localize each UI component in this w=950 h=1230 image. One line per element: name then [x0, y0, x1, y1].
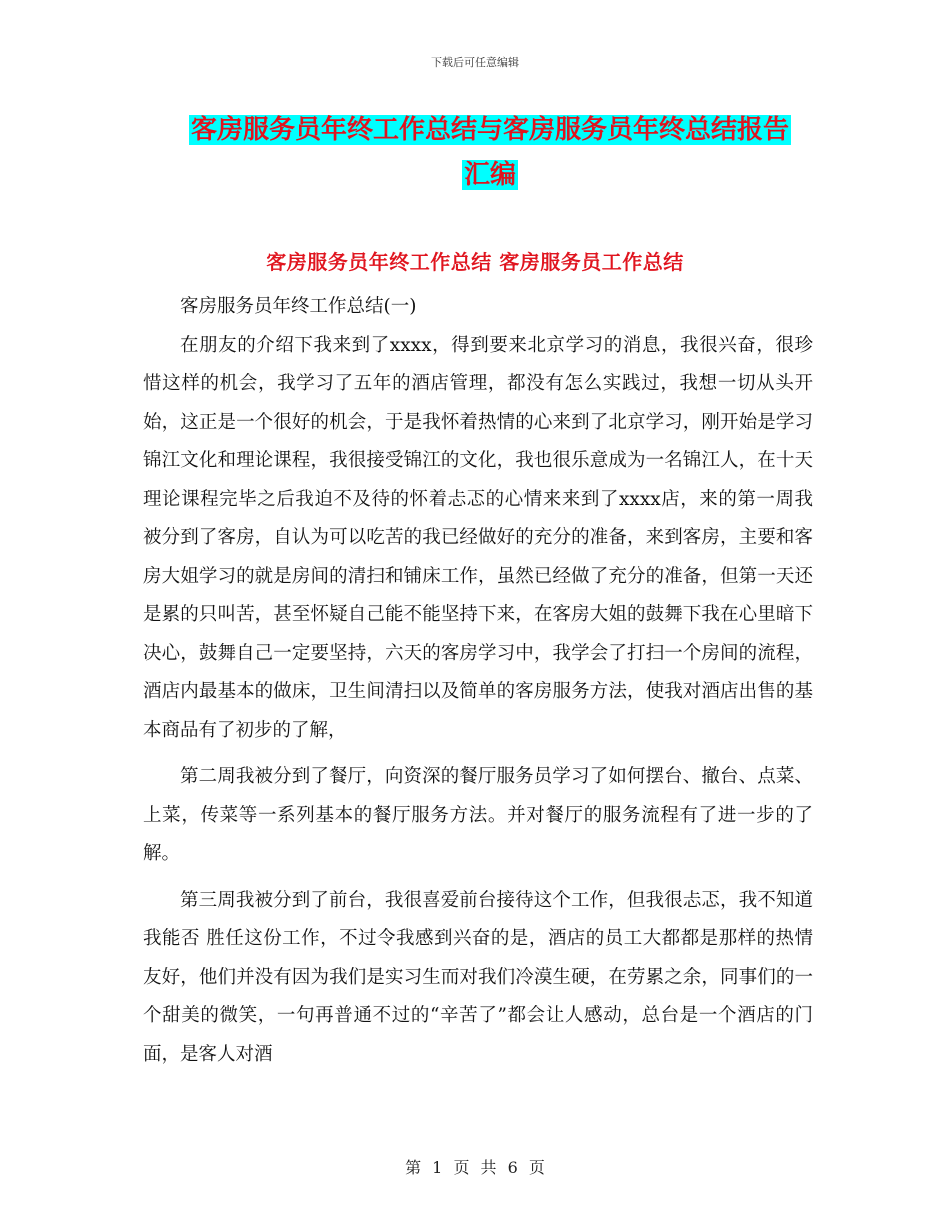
page-header-note: 下载后可任意编辑: [431, 56, 519, 69]
body-paragraph: 第三周我被分到了前台，我很喜爱前台接待这个工作，但我很忐忑，我不知道我能否 胜任这份工作，不过令我感到兴奋的是，酒店的员工大都都是那样的热情友好，他们并没有因为我们是实习生而对我们冷漠生硬，在劳累之余，同事们的一个甜美的微笑，一句再普通不过的“辛苦了”都会让人感动，总台是一个酒店的门面，是客人对酒: [143, 889, 813, 1065]
page-footer: 第 1 页 共 6 页: [405, 1158, 545, 1177]
main-title-line2: 汇编: [463, 160, 516, 190]
body-paragraph: 第二周我被分到了餐厅，向资深的餐厅服务员学习了如何摆台、撤台、点菜、上菜，传菜等一系列基本的餐厅服务方法。并对餐厅的服务流程有了进一步的了解。: [143, 766, 813, 864]
document-main-title: [140, 108, 840, 198]
document-subtitle: 客房服务员年终工作总结 客房服务员工作总结: [266, 250, 684, 274]
section-heading: 客房服务员年终工作总结(一): [180, 296, 417, 317]
main-title-line1: 客房服务员年终工作总结与客房服务员年终总结报告: [190, 115, 789, 145]
document-body: [143, 288, 813, 1074]
body-paragraph: 在朋友的介绍下我来到了xxxx，得到要来北京学习的消息，我很兴奋，很珍惜这样的机会，我学习了五年的酒店管理，都没有怎么实践过，我想一切从头开始，这正是一个很好的机会，于是我怀着热情的心来到了北京学习，刚开始是学习锦江文化和理论课程，我很接受锦江的文化，我也很乐意成为一名锦江人，在十天理论课程完毕之后我迫不及待的怀着忐忑的心情来来到了xxxx店，来的第一周我被分到了客房，自认为可以吃苦的我已经做好的充分的准备，来到客房，主要和客房大姐学习的就是房间的清扫和铺床工作，虽然已经做了充分的准备，但第一天还是累的只叫苦，甚至怀疑自己能不能坚持下来，在客房大姐的鼓舞下我在心里暗下决心，鼓舞自己一定要坚持，六天的客房学习中，我学会了打扫一个房间的流程，酒店内最基本的做床，卫生间清扫以及简单的客房服务方法，使我对酒店出售的基本商品有了初步的了解，: [143, 334, 813, 741]
